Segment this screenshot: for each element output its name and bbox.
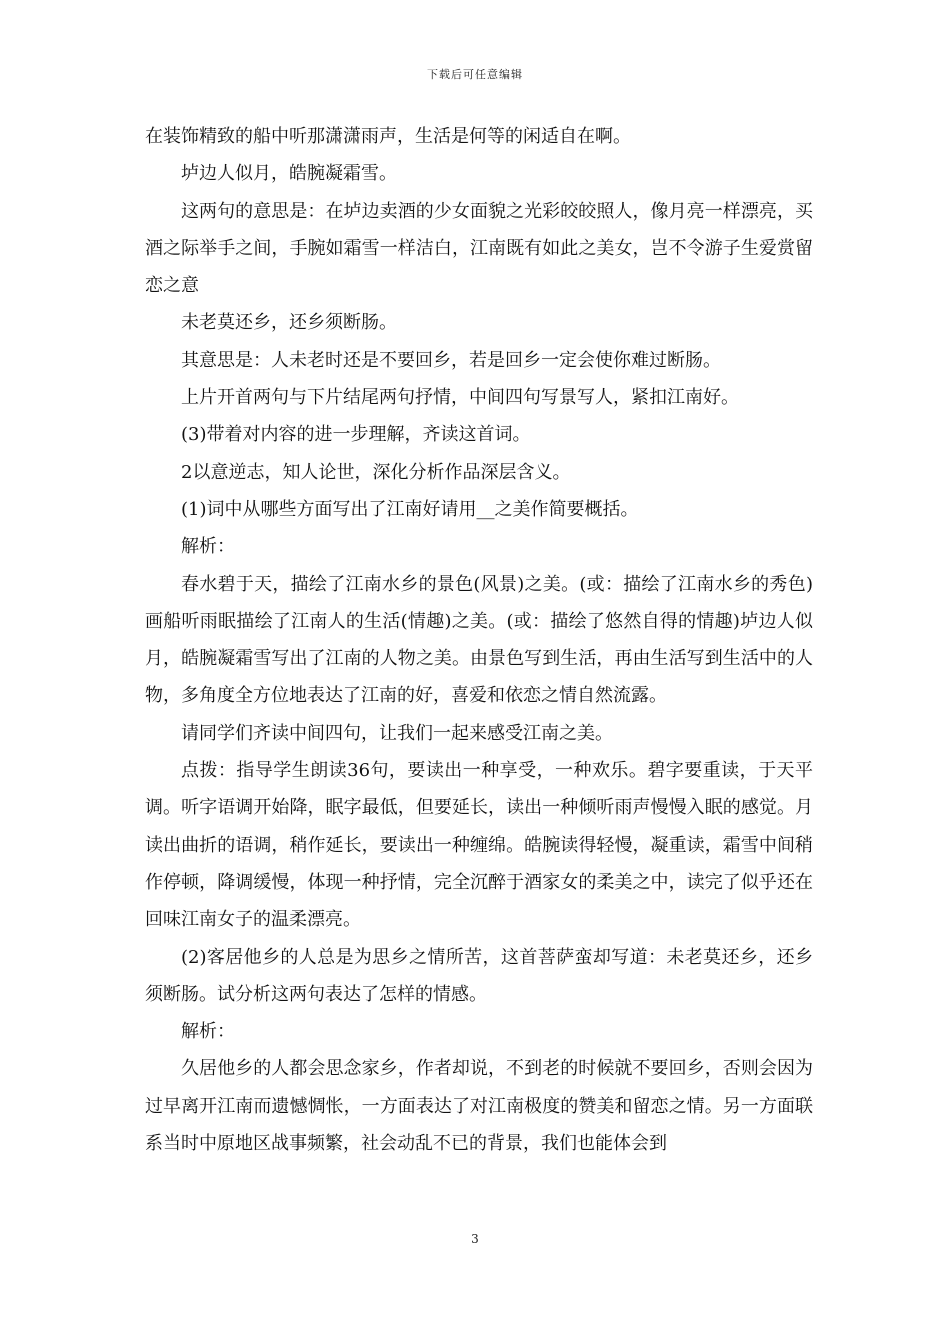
page-header: 下载后可任意编辑: [427, 68, 523, 81]
document-body: [145, 118, 813, 1162]
question: (2)客居他乡的人总是为思乡之情所苦，这首菩萨蛮却写道：未老莫还乡，还乡须断肠。试分析这两句表达了怎样的情感。: [145, 946, 813, 1005]
question: (1)词中从哪些方面写出了江南好请用__之美作简要概括。: [181, 498, 639, 520]
paragraph: 请同学们齐读中间四句，让我们一起来感受江南之美。: [181, 722, 613, 744]
paragraph: 上片开首两句与下片结尾两句抒情，中间四句写景写人，紧扣江南好。: [181, 387, 739, 409]
section-heading: 2以意逆志，知人论世，深化分析作品深层含义。: [181, 461, 571, 483]
paragraph: 这两句的意思是：在垆边卖酒的少女面貌之光彩皎皎照人，像月亮一样漂亮，买酒之际举手之间，手腕如霜雪一样洁白，江南既有如此之美女，岂不令游子生爱赏留恋之意: [145, 200, 813, 297]
paragraph: 其意思是：人未老时还是不要回乡，若是回乡一定会使你难过断肠。: [181, 349, 721, 371]
analysis-label: 解析：: [181, 1021, 235, 1043]
paragraph: 垆边人似月，皓腕凝霜雪。: [181, 163, 397, 185]
page-number: 3: [471, 1232, 479, 1246]
paragraph: 未老莫还乡，还乡须断肠。: [181, 312, 397, 334]
analysis-label: 解析：: [181, 536, 235, 558]
paragraph: (3)带着对内容的进一步理解，齐读这首词。: [181, 424, 531, 446]
paragraph: 点拨：指导学生朗读36句，要读出一种享受，一种欢乐。碧字要重读，于天平调。听字语调开始降，眠字最低，但要延长，读出一种倾听雨声慢慢入眠的感觉。月读出曲折的语调，稍作延长，要读出一种缠绵。皓腕读得轻慢，凝重读，霜雪中间稍作停顿，降调缓慢，体现一种抒情，完全沉醉于酒家女的柔美之中，读完了似乎还在回味江南女子的温柔漂亮。: [145, 760, 813, 931]
paragraph: 在装饰精致的船中听那潇潇雨声，生活是何等的闲适自在啊。: [145, 126, 631, 147]
paragraph: 春水碧于天，描绘了江南水乡的景色(风景)之美。(或：描绘了江南水乡的秀色)画船听雨眠描绘了江南人的生活(情趣)之美。(或：描绘了悠然自得的情趣)垆边人似月，皓腕凝霜雪写出了江南的人物之美。由景色写到生活，再由生活写到生活中的人物，多角度全方位地表达了江南的好，喜爱和依恋之情自然流露。: [145, 573, 813, 707]
paragraph: 久居他乡的人都会思念家乡，作者却说，不到老的时候就不要回乡，否则会因为过早离开江南而遗憾惆怅，一方面表达了对江南极度的赞美和留恋之情。另一方面联系当时中原地区战事频繁，社会动乱不已的背景，我们也能体会到: [145, 1058, 813, 1155]
